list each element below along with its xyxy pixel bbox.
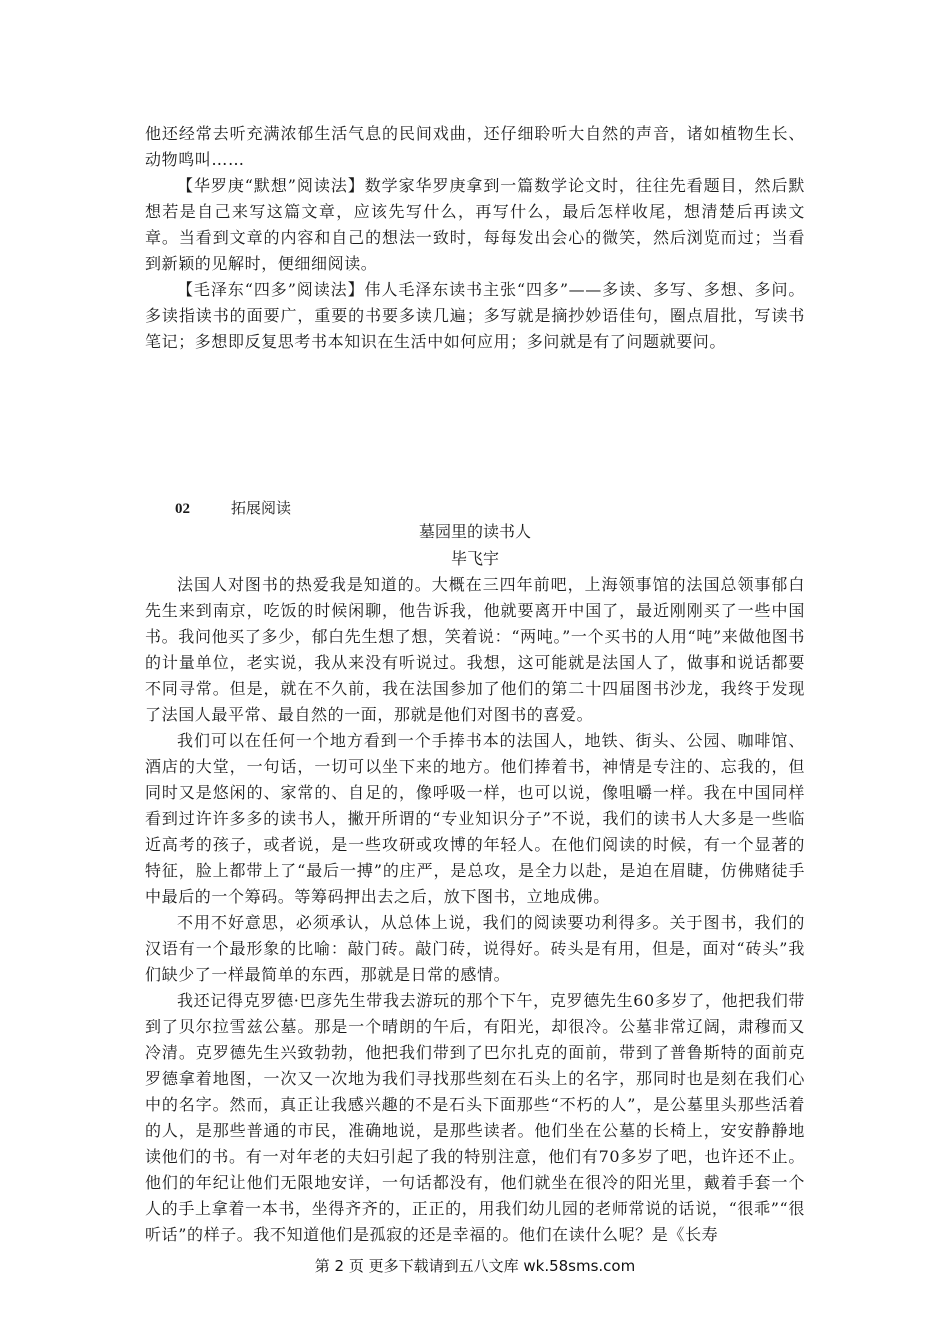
article-paragraph: 我们可以在任何一个地方看到一个手捧书本的法国人，地铁、街头、公园、咖啡馆、酒店的大堂，一句话，一切可以坐下来的地方。他们捧着书，神情是专注的、忘我的，但同时又是悠闲的、家常的、自足的，像呼吸一样，也可以说，像咀嚼一样。我在中国同样看到过许许多多的读书人，撇开所谓的“专业知识分子”不说，我们的读书人大多是一些临近高考的孩子，或者说，是一些攻研或攻博的年轻人。在他们阅读的时候，有一个显著的特征，脸上都带上了“最后一搏”的庄严，是总攻，是全力以赴，是迫在眉睫，仿佛赌徒手中最后的一个筹码。等筹码押出去之后，放下图书，立地成佛。	[145, 731, 805, 906]
article-body	[145, 572, 805, 1248]
article-title: 墓园里的读书人	[418, 522, 531, 541]
article-author: 毕飞宇	[450, 549, 499, 568]
article-paragraph: 不用不好意思，必须承认，从总体上说，我们的阅读要功利得多。关于图书，我们的汉语有一个最形象的比喻：敲门砖。敲门砖，说得好。砖头是有用，但是，面对“砖头”我们缺少了一样最简单的东西，那就是日常的感情。	[145, 913, 805, 984]
page-footer: 第 2 页 更多下载请到五八文库 wk.58sms.com	[314, 1257, 636, 1275]
section-label: 拓展阅读	[231, 499, 292, 517]
paragraph-mao-zedong-method: 【毛泽东“四多”阅读法】伟人毛泽东读书主张“四多”——多读、多写、多想、多问。多读指读书的面要广，重要的书要多读几遍；多写就是摘抄妙语佳句，圈点眉批，写读书笔记；多想即反复思考书本知识在生活中如何应用；多问就是有了问题就要问。	[145, 280, 805, 351]
section-number: 02	[175, 501, 190, 517]
intro-text-section	[145, 121, 805, 355]
article-paragraph: 法国人对图书的热爱我是知道的。大概在三四年前吧，上海领事馆的法国总领事郁白先生来到南京，吃饭的时候闲聊，他告诉我，他就要离开中国了，最近刚刚买了一些中国书。我问他买了多少，郁白先生想了想，笑着说：“两吨。”一个买书的人用“吨”来做他图书的计量单位，老实说，我从来没有听说过。我想，这可能就是法国人了，做事和说话都要不同寻常。但是，就在不久前，我在法国参加了他们的第二十四届图书沙龙，我终于发现了法国人最平常、最自然的一面，那就是他们对图书的喜爱。	[145, 575, 805, 724]
paragraph-hua-luogeng-method: 【华罗庚“默想”阅读法】数学家华罗庚拿到一篇数学论文时，往往先看题目，然后默想若是自己来写这篇文章，应该先写什么，再写什么，最后怎样收尾，想清楚后再读文章。当看到文章的内容和自己的想法一致时，每每发出会心的微笑，然后浏览而过；当看到新颖的见解时，便细细阅读。	[145, 176, 805, 273]
article-paragraph: 我还记得克罗德·巴彦先生带我去游玩的那个下午，克罗德先生60多岁了，他把我们带到了贝尔拉雪兹公墓。那是一个晴朗的午后，有阳光，却很冷。公墓非常辽阔，肃穆而又冷清。克罗德先生兴致勃勃，他把我们带到了巴尔扎克的面前，带到了普鲁斯特的面前克罗德拿着地图，一次又一次地为我们寻找那些刻在石头上的名字，那同时也是刻在我们心中的名字。然而，真正让我感兴趣的不是石头下面那些“不朽的人”，是公墓里头那些活着的人，是那些普通的市民，准确地说，是那些读者。他们坐在公墓的长椅上，安安静静地读他们的书。有一对年老的夫妇引起了我的特别注意，他们有70多岁了吧，也许还不止。他们的年纪让他们无限地安详，一句话都没有，他们就坐在很冷的阳光里，戴着手套一个人的手上拿着一本书，坐得齐齐的，正正的，用我们幼儿园的老师常说的话说，“很乖”“很听话”的样子。我不知道他们是孤寂的还是幸福的。他们在读什么呢？是《长寿	[145, 991, 805, 1244]
section-header	[175, 496, 291, 521]
paragraph-nature-listening: 他还经常去听充满浓郁生活气息的民间戏曲，还仔细聆听大自然的声音，诸如植物生长、动物鸣叫……	[145, 124, 805, 169]
